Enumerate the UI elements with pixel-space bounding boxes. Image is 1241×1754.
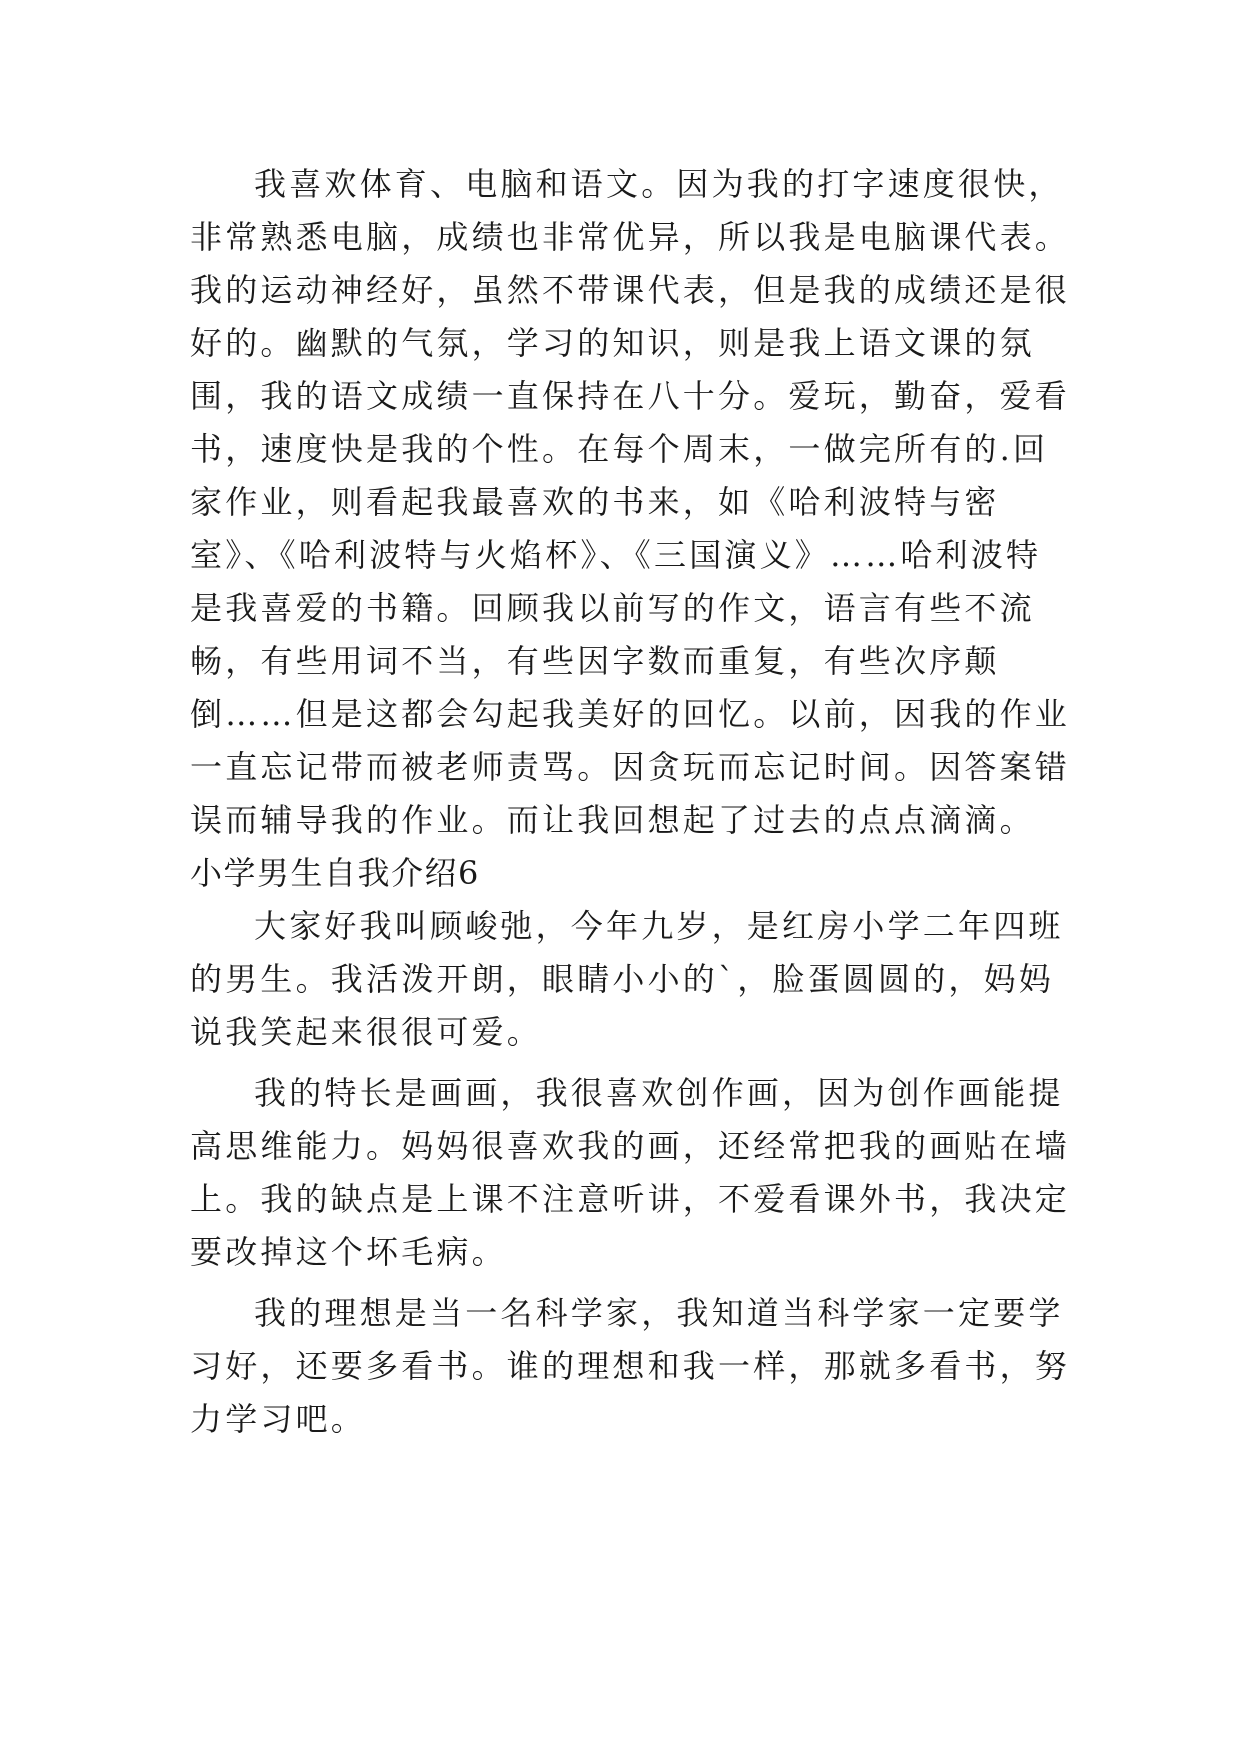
- body-paragraph: 我的理想是当一名科学家，我知道当科学家一定要学习好，还要多看书。谁的理想和我一样，那就多看书，努力学习吧。: [190, 1294, 1071, 1438]
- body-paragraph: 我喜欢体育、电脑和语文。因为我的打字速度很快，非常熟悉电脑，成绩也非常优异，所以我是电脑课代表。我的运动神经好，虽然不带课代表，但是我的成绩还是很好的。幽默的气氛，学习的知识，则是我上语文课的氛围，我的语文成绩一直保持在八十分。爱玩，勤奋，爱看书，速度快是我的个性。在每个周末，一做完所有的.回家作业，则看起我最喜欢的书来，如《哈利波特与密室》、《哈利波特与火焰杯》、《三国演义》……哈利波特是我喜爱的书籍。回顾我以前写的作文，语言有些不流畅，有些用词不当，有些因字数而重复，有些次序颠倒……但是这都会勾起我美好的回忆。以前，因我的作业一直忘记带而被老师责骂。因贪玩而忘记时间。因答案错误而辅导我的作业。而让我回想起了过去的点点滴滴。: [190, 165, 1071, 839]
- document-page: [190, 158, 1070, 1446]
- body-paragraph: 大家好我叫顾峻弛，今年九岁，是红房小学二年四班的男生。我活泼开朗，眼睛小小的`，脸蛋圆圆的，妈妈说我笑起来很很可爱。: [190, 907, 1064, 1051]
- body-paragraph: 我的特长是画画，我很喜欢创作画，因为创作画能提高思维能力。妈妈很喜欢我的画，还经常把我的画贴在墙上。我的缺点是上课不注意听讲，不爱看课外书，我决定要改掉这个坏毛病。: [190, 1074, 1071, 1271]
- section-heading: 小学男生自我介绍6: [190, 854, 480, 892]
